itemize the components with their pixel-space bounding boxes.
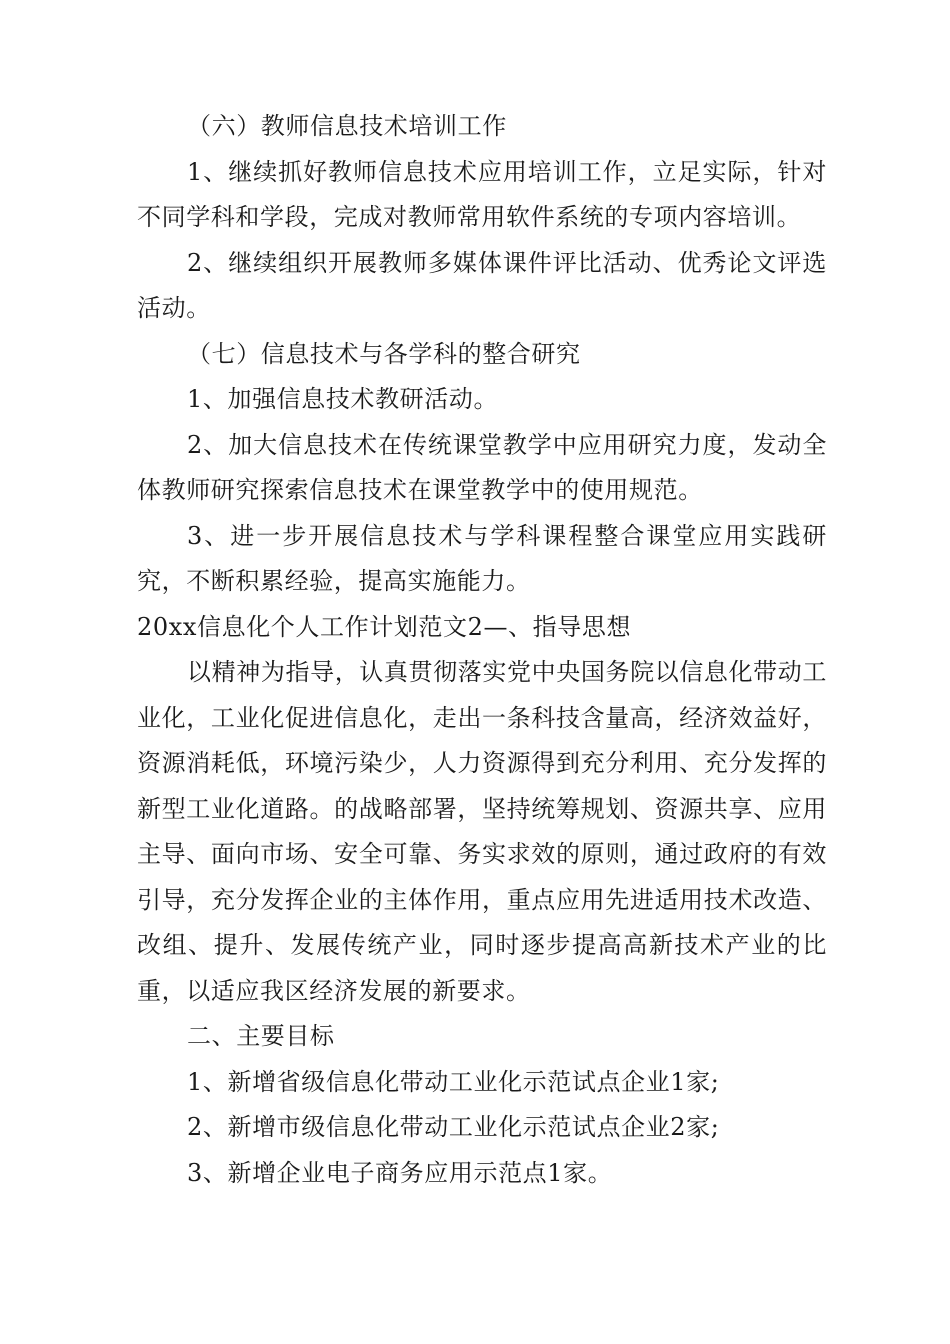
document-subtitle: 20xx信息化个人工作计划范文2—、指导思想 bbox=[137, 612, 632, 641]
paragraph-training-2: 2、继续组织开展教师多媒体课件评比活动、优秀论文评选活动。 bbox=[137, 248, 827, 322]
paragraph-training-1: 1、继续抓好教师信息技术应用培训工作，立足实际，针对不同学科和学段，完成对教师常用软件系统的专项内容培训。 bbox=[137, 157, 827, 231]
paragraph-goal-2: 2、新增市级信息化带动工业化示范试点企业2家; bbox=[187, 1113, 720, 1141]
paragraph-integration-2: 2、加大信息技术在传统课堂教学中应用研究力度，发动全体教师研究探索信息技术在课堂教学中的使用规范。 bbox=[137, 430, 827, 504]
paragraph-integration-3: 3、进一步开展信息技术与学科课程整合课堂应用实践研究，不断积累经验，提高实施能力。 bbox=[137, 521, 827, 595]
section-heading-6: （六）教师信息技术培训工作 bbox=[187, 112, 507, 140]
section-heading-main-goals: 二、主要目标 bbox=[187, 1022, 335, 1050]
paragraph-integration-1: 1、加强信息技术教研活动。 bbox=[187, 385, 499, 413]
paragraph-guiding-thought: 以精神为指导，认真贯彻落实党中央国务院以信息化带动工业化，工业化促进信息化，走出一条科技含量高，经济效益好，资源消耗低，环境污染少，人力资源得到充分利用、充分发挥的新型工业化道路。的战略部署，坚持统筹规划、资源共享、应用主导、面向市场、安全可靠、务实求效的原则，通过政府的有效引导，充分发挥企业的主体作用，重点应用先进适用技术改造、改组、提升、发展传统产业，同时逐步提高高新技术产业的比重，以适应我区经济发展的新要求。 bbox=[137, 658, 827, 1005]
document-body bbox=[137, 104, 827, 1196]
section-heading-7: （七）信息技术与各学科的整合研究 bbox=[187, 339, 581, 368]
paragraph-goal-3: 3、新增企业电子商务应用示范点1家。 bbox=[187, 1158, 613, 1187]
paragraph-goal-1: 1、新增省级信息化带动工业化示范试点企业1家; bbox=[187, 1067, 720, 1096]
